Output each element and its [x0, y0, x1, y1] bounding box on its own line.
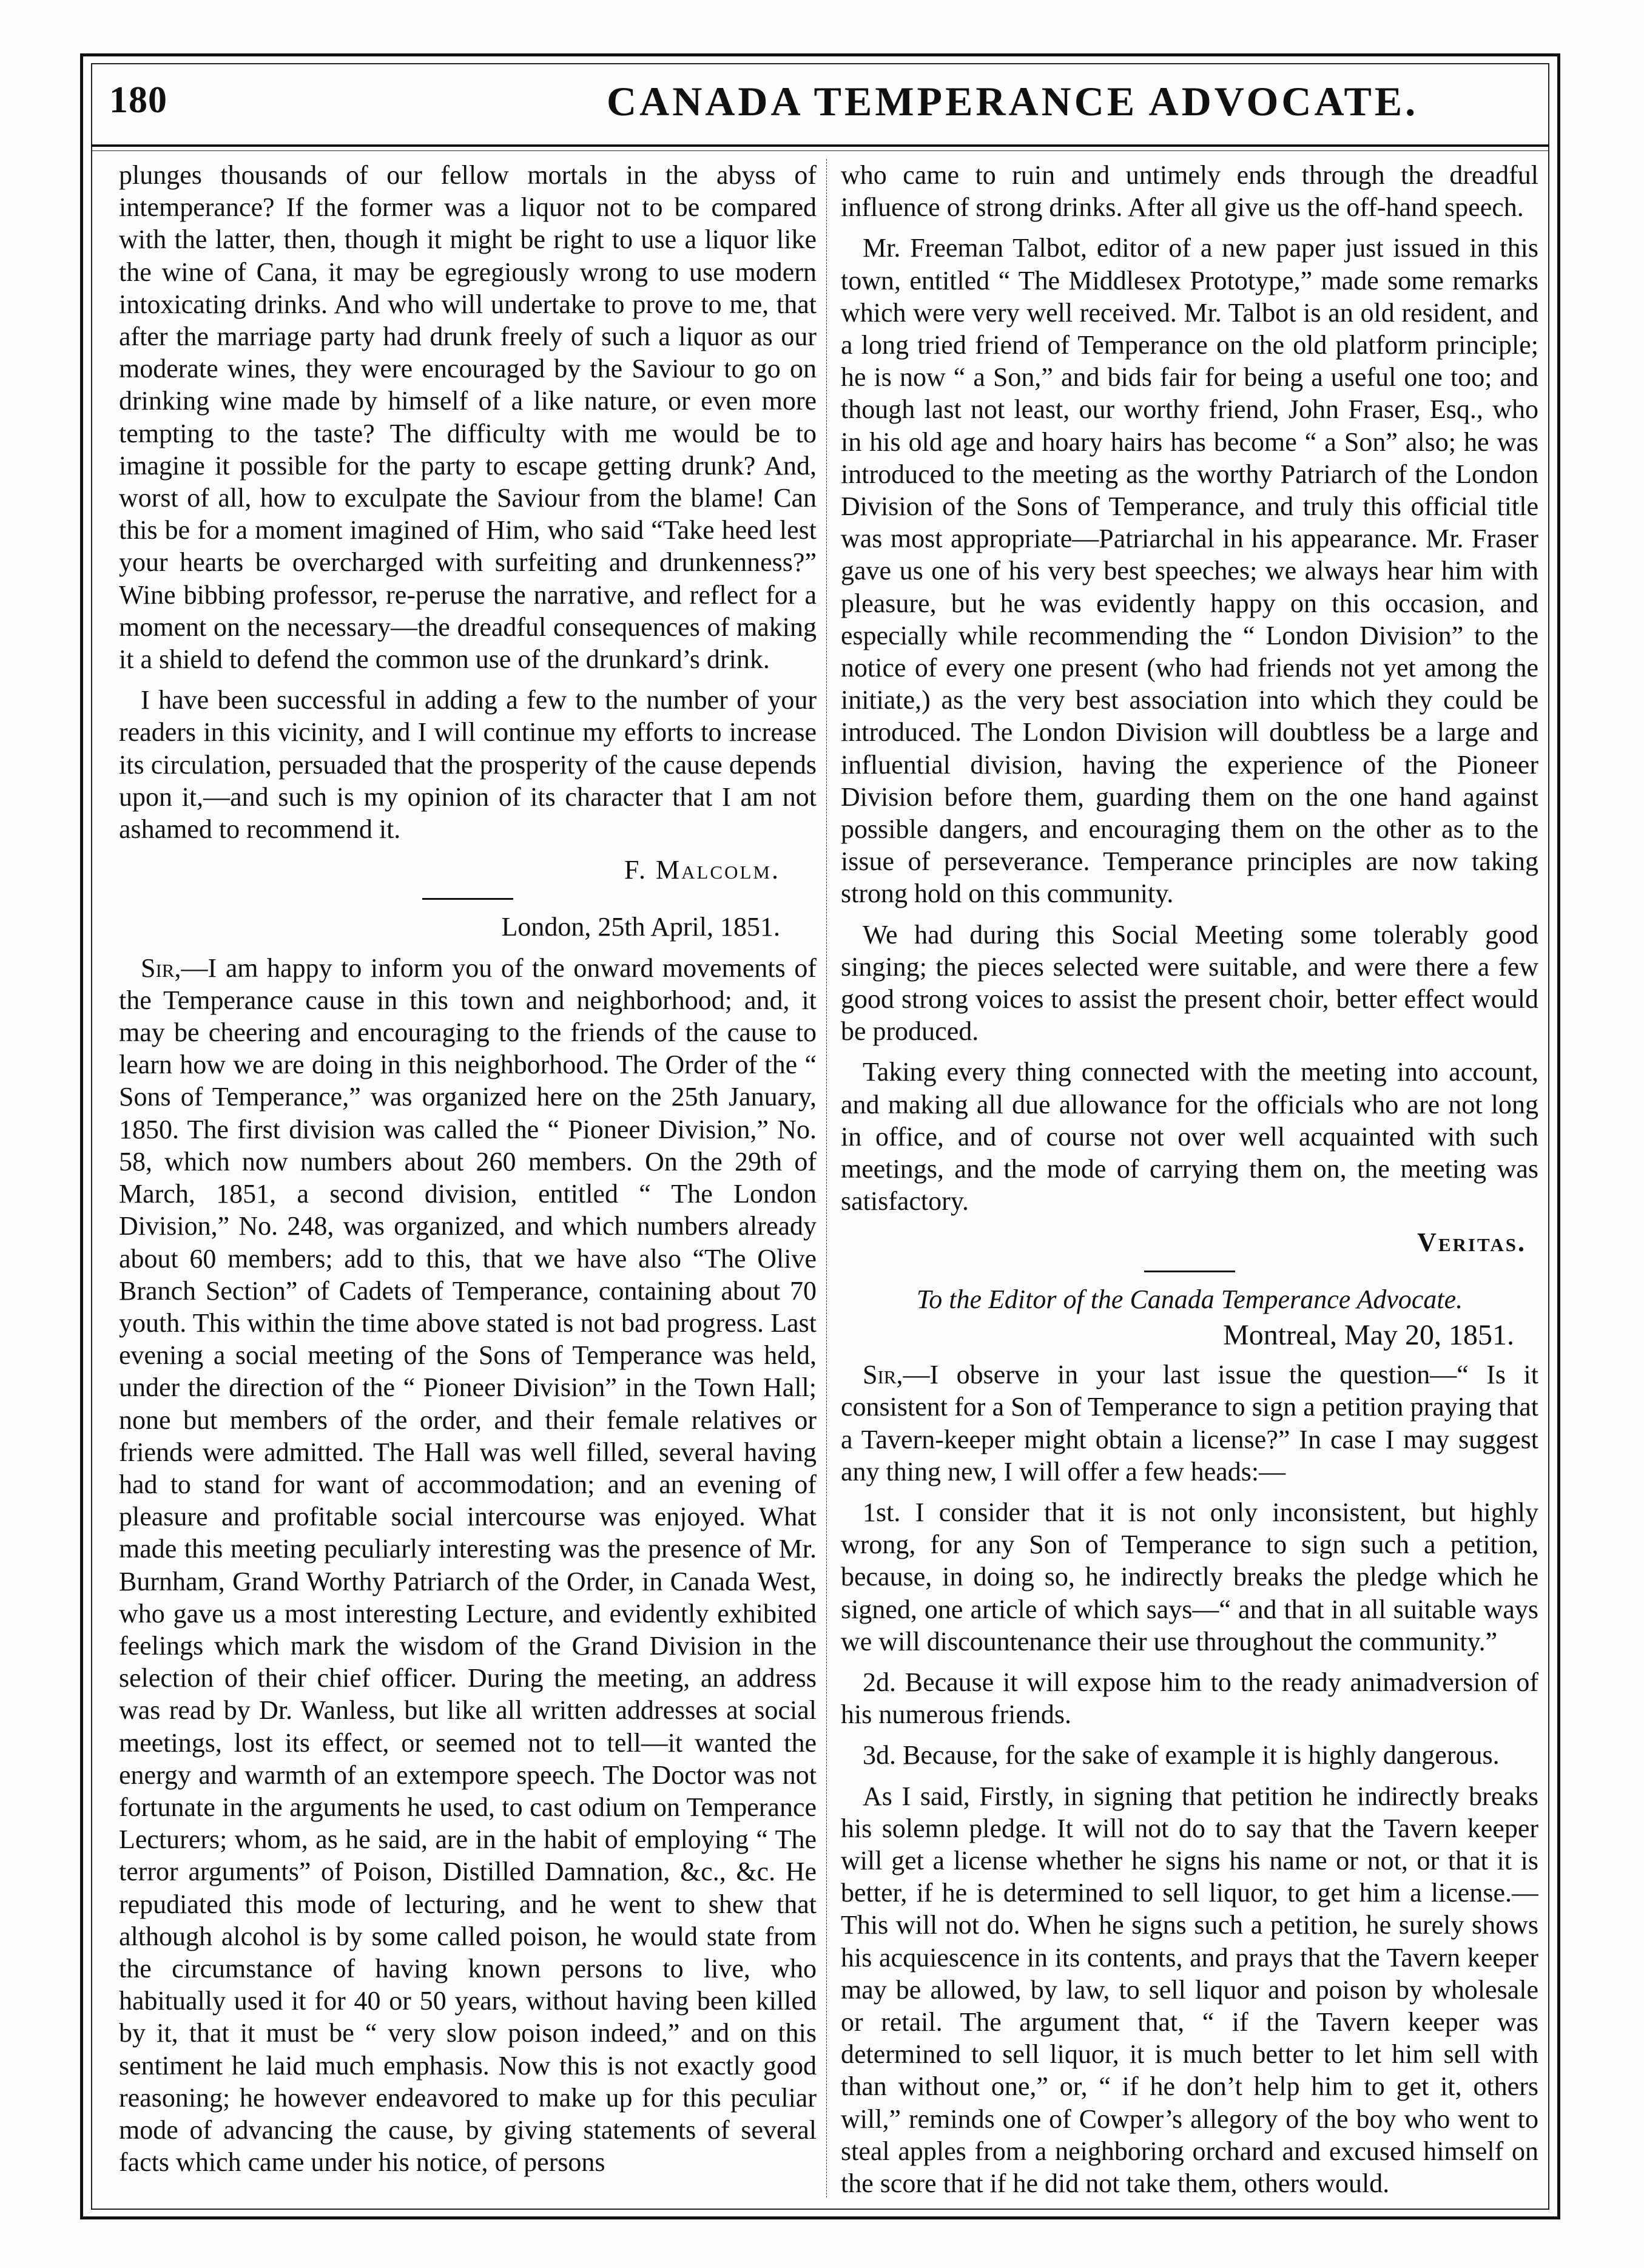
- signature-malcolm: F. Malcolm.: [624, 855, 780, 885]
- article-paragraph: Taking every thing connected with the meeting into account, and making all due allowance for the officials who are not long in office, and of course not over well acquainted with such meetings, and the mode of carrying them on, the meeting was satisfactory.: [841, 1057, 1538, 1217]
- left-column: [119, 159, 817, 2210]
- letter-body: —I am happy to inform you of the onward movements of the Temperance cause in this town and neighborhood; and, it may be cheering and encouraging to the friends of the cause to learn how we are doing in this neighborhood. The Order of the “ Sons of Temperance,” was organized here on the 25th January, 1850. The first division was called the “ Pioneer Division,” No. 58, which now numbers about 260 members. On the 29th of March, 1851, a second division, entitled “ The London Division,” No. 248, was organized, and which numbers already about 60 members; add to this, that we have also “The Olive Branch Section” of Cadets of Temperance, containing about 70 youth. This within the time above stated is not bad progress. Last evening a social meeting of the Sons of Temperance was held, under the direction of the “ Pioneer Division” in the Town Hall; none but members of the order, and their female relatives or friends were admitted. The Hall was well filled, several having had to stand for want of accommodation; and an evening of pleasure and profitable social intercourse was enjoyed. What made this meeting peculiarly interesting was the presence of Mr. Burnham, Grand Worthy Patriarch of the Order, in Canada West, who gave us a most interesting Lecture, and evidently exhibited feelings which mark the wisdom of the Grand Division in the selection of their chief officer. During the meeting, an address was read by Dr. Wanless, but like all written addresses at social meetings, lost its effect, or seemed not to tell—it wanted the energy and warmth of an extempore speech. The Doctor was not fortunate in the arguments he used, to cast odium on Temperance Lecturers; whom, as he said, are in the habit of employing “ The terror arguments” of Poison, Distilled Damnation, &c., &c. He repudiated this mode of lecturing, and he went to shew that although alcohol is by some called poison, he would state from the circumstance of having known persons to live, who habitually used it for 40 or 50 years, without having been killed by it, that it must be “ very slow poison indeed,” and on this sentiment he laid much emphasis. Now this is not exactly good reasoning; he however endeavored to make up for this peculiar mode of advancing the cause, by giving statements of several facts which came under his notice, of persons: [119, 953, 817, 2178]
- letter-heading: To the Editor of the Canada Temperance Advocate.: [916, 1284, 1463, 1314]
- page-number: 180: [109, 79, 167, 121]
- article-paragraph: I have been successful in adding a few to the number of your readers in this vicinity, and I will continue my efforts to increase its circulation, persuaded that the prosperity of the cause depends upon it,—and such is my opinion of its character that I am not ashamed to recommend it.: [119, 685, 817, 845]
- header-rule: [91, 144, 1549, 147]
- right-column: [841, 159, 1538, 2210]
- dateline-london: London, 25th April, 1851.: [501, 912, 780, 942]
- header-rule-thin: [91, 150, 1549, 151]
- article-paragraph: plunges thousands of our fellow mortals in the abyss of intemperance? If the former was a liquor not to be compared with the latter, then, though it might be right to use a liquor like the wine of Cana, it may be egregiously wrong to use modern intoxicating drinks. And who will undertake to prove to me, that after the marriage party had drunk freely of such a liquor as our moderate wines, they were encouraged by the Saviour to go on drinking wine made by himself of a like nature, or even more tempting to the taste? The difficulty with me would be to imagine it possible for the party to escape getting drunk? And, worst of all, how to exculpate the Saviour from the blame! Can this be for a moment imagined of Him, who said “Take heed lest your hearts be overcharged with surfeiting and drunkenness?” Wine bibbing professor, re-peruse the narrative, and reflect for a moment on the necessary—the dreadful consequences of making it a shield to defend the common use of the drunkard’s drink.: [119, 160, 817, 675]
- section-divider: [1144, 1271, 1235, 1272]
- letter-paragraph: As I said, Firstly, in signing that petition he indirectly breaks his solemn pledge. It will not do to say that the Tavern keeper will get a license whether he signs his name or not, or that it is better, if he is determined to sell liquor, to get him a license.—This will not do. When he signs such a petition, he surely shows his acquiescence in its contents, and prays that the Tavern keeper may be allowed, by law, to sell liquor and poison by wholesale or retail. The argument that, “ if the Tavern keeper was determined to sell liquor, it is much better to let him sell with than without one,” or, “ if he don’t help him to get it, others will,” reminds one of Cowper’s allegory of the boy who went to steal apples from a neighboring orchard and excused himself on the score that if he did not take them, others would.: [841, 1781, 1538, 2198]
- letter-paragraph: 3d. Because, for the sake of example it is highly dangerous.: [863, 1740, 1500, 1770]
- article-paragraph: who came to ruin and untimely ends through the dreadful influence of strong drinks. After all give us the off-hand speech.: [841, 160, 1538, 223]
- letter-paragraph: [119, 952, 817, 2179]
- masthead-title: CANADA TEMPERANCE ADVOCATE.: [607, 78, 1419, 124]
- column-divider: [826, 159, 827, 2198]
- letter-paragraph: 1st. I consider that it is not only inconsistent, but highly wrong, for any Son of Temperance to sign such a petition, because, in doing so, he indirectly breaks the pledge which he signed, one article of which says—“ and that in all suitable ways we will discountenance their use throughout the community.”: [841, 1497, 1538, 1656]
- article-paragraph: Mr. Freeman Talbot, editor of a new paper just issued in this town, entitled “ The Middlesex Prototype,” made some remarks which were very well received. Mr. Talbot is an old resident, and a long tried friend of Temperance on the old platform principle; he is now “ a Son,” and bids fair for being a useful one too; and though last not least, our worthy friend, John Fraser, Esq., who in his old age and hoary hairs has become “ a Son” also; he was introduced to the meeting as the worthy Patriarch of the London Division of the Sons of Temperance, and truly this official title was most appropriate—Patriarchal in his appearance. Mr. Fraser gave us one of his very best speeches; we always hear him with pleasure, but he was evidently happy on this occasion, and especially while recommending the “ London Division” to the notice of every one present (who had friends not yet among the initiate,) as the very best association into which they could be introduced. The London Division will doubtless be a large and influential division, having the experience of the Pioneer Division before them, guarding them on the one hand against possible dangers, and encouraging them on the other as to the issue of perseverance. Temperance principles are now taking strong hold on this community.: [841, 233, 1538, 909]
- letter-paragraph: [841, 1358, 1538, 1488]
- salutation: Sir,: [863, 1360, 903, 1390]
- section-divider: [422, 898, 513, 900]
- signature-veritas: Veritas.: [1417, 1227, 1526, 1257]
- article-paragraph: We had during this Social Meeting some tolerably good singing; the pieces selected were suitable, and were there a few good strong voices to assist the present choir, better effect would be produced.: [841, 919, 1538, 1047]
- salutation: Sir,: [141, 953, 181, 983]
- letter-body: —I observe in your last issue the question—“ Is it consistent for a Son of Temperance to sign a petition praying that a Tavern-keeper might obtain a license?” In case I may suggest any thing new, I will offer a few heads:—: [841, 1360, 1538, 1487]
- dateline-montreal: Montreal, May 20, 1851.: [1223, 1318, 1514, 1351]
- letter-paragraph: 2d. Because it will expose him to the ready animadversion of his numerous friends.: [841, 1667, 1538, 1730]
